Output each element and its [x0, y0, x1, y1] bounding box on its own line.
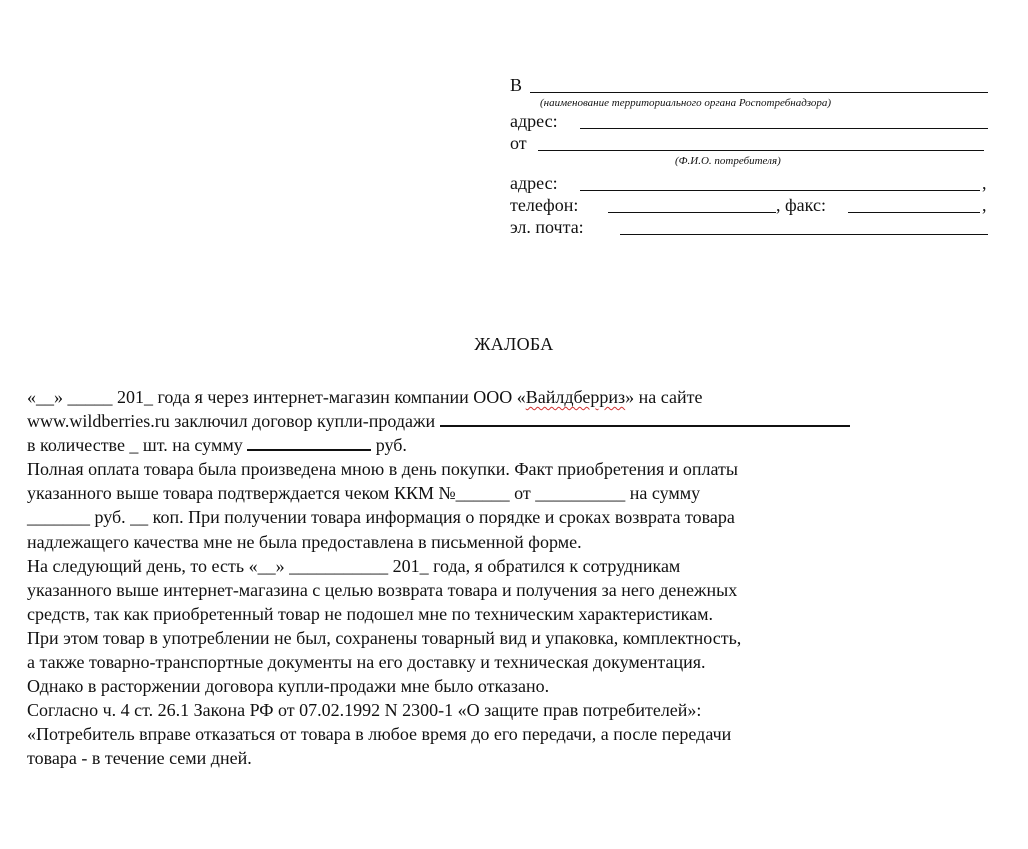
body-line: средств, так как приобретенный товар не подошел мне по техническим характеристикам.: [27, 603, 714, 624]
body-text-segment: «__» _____ 201_ года я через интернет-магазин компании ООО «: [27, 387, 526, 407]
email-row: [510, 216, 990, 238]
fax-label: , факс:: [776, 195, 826, 215]
email-label: эл. почта:: [510, 217, 584, 237]
body-line: [27, 385, 1007, 409]
phone-label: телефон:: [510, 195, 579, 215]
address1-row: [510, 110, 990, 132]
complaint-body: [27, 385, 1007, 771]
fax-field-line[interactable]: [848, 212, 980, 213]
body-line: указанного выше товара подтверждается чеком ККМ №______ от __________ на сумму: [27, 483, 701, 504]
body-line: [27, 433, 1007, 457]
address1-label: адрес:: [510, 111, 558, 131]
body-line: указанного выше интернет-магазина с целью возврата товара и получения за него денежных: [27, 579, 738, 600]
document-title: ЖАЛОБА: [474, 334, 554, 354]
phone-field-line[interactable]: [608, 212, 776, 213]
body-line: «Потребитель вправе отказаться от товара в любое время до его передачи, а после передачи: [27, 724, 732, 745]
body-line: _______ руб. __ коп. При получении товара информация о порядке и сроках возврата товара: [27, 507, 735, 528]
body-line: Согласно ч. 4 ст. 26.1 Закона РФ от 07.02.1992 N 2300-1 «О защите прав потребителей»:: [27, 700, 702, 721]
address2-row: [510, 172, 990, 194]
from-field-line[interactable]: [538, 150, 984, 151]
body-line: При этом товар в употреблении не был, сохранены товарный вид и упаковка, комплектность,: [27, 627, 742, 648]
body-line: [27, 409, 1007, 433]
body-line: товара - в течение семи дней.: [27, 748, 252, 769]
phone-fax-row: [510, 194, 990, 216]
company-name: Вайлдберриз: [525, 387, 626, 407]
body-text-segment: » на сайте: [625, 387, 703, 407]
to-label: В: [510, 75, 523, 95]
from-row: [510, 132, 990, 154]
email-field-line[interactable]: [620, 234, 988, 235]
amount-field-line[interactable]: [247, 435, 371, 451]
body-line: а также товарно-транспортные документы на его доставку и техническая документация.: [27, 652, 706, 673]
addressee-block: [510, 74, 990, 238]
from-caption: (Ф.И.О. потребителя): [675, 155, 781, 167]
body-line: надлежащего качества мне не была предоставлена в письменной форме.: [27, 531, 582, 552]
address2-comma: ,: [982, 173, 987, 193]
body-text-segment: в количестве _ шт. на сумму: [27, 435, 243, 456]
body-line: На следующий день, то есть «__» ___________ 201_ года, я обратился к сотрудникам: [27, 555, 681, 576]
body-line: Полная оплата товара была произведена мною в день покупки. Факт приобретения и оплаты: [27, 459, 738, 480]
address1-field-line[interactable]: [580, 128, 988, 129]
to-row: [510, 74, 990, 96]
body-text-segment: www.wildberries.ru заключил договор купли-продажи: [27, 411, 436, 432]
product-field-line[interactable]: [440, 411, 850, 427]
to-caption: (наименование территориального органа Роспотребнадзора): [540, 97, 832, 109]
from-label: от: [510, 133, 527, 153]
address2-field-line[interactable]: [580, 190, 980, 191]
to-field-line[interactable]: [530, 92, 988, 93]
body-text-segment: руб.: [375, 435, 407, 456]
fax-comma: ,: [982, 195, 987, 215]
address2-label: адрес:: [510, 173, 558, 193]
body-line: Однако в расторжении договора купли-продажи мне было отказано.: [27, 676, 550, 697]
